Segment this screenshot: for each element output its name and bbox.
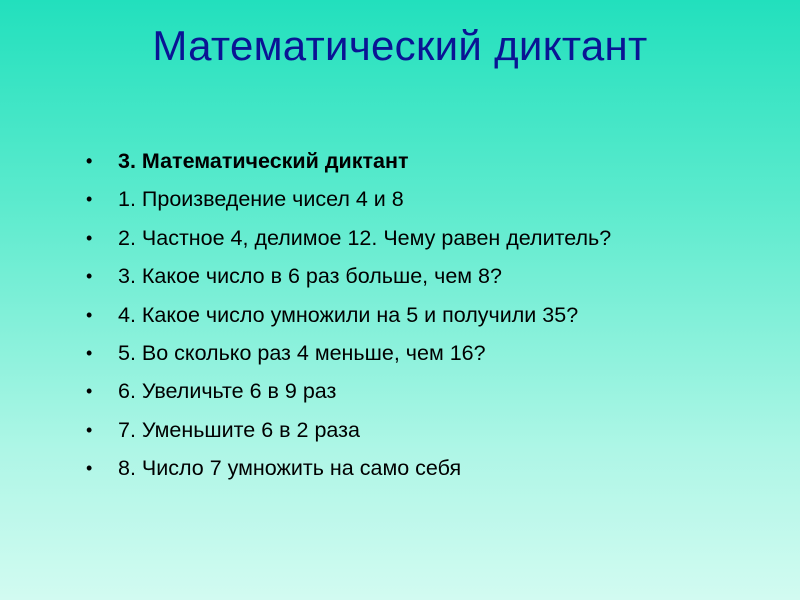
list-item-text: 3. Какое число в 6 раз больше, чем 8? — [118, 264, 502, 289]
list-item — [86, 334, 611, 372]
bullet-icon: • — [86, 458, 93, 479]
list-item-text: 6. Увеличьте 6 в 9 раз — [118, 379, 337, 404]
list-item-text: 8. Число 7 умножить на само себя — [118, 456, 462, 481]
list-item-text: 4. Какое число умножили на 5 и получили 35? — [118, 302, 579, 327]
list-item — [86, 257, 611, 295]
list-item — [86, 219, 611, 257]
task-list — [86, 142, 611, 488]
list-item-text: 3. Математический диктант — [118, 149, 409, 173]
list-item — [86, 142, 611, 180]
bullet-icon: • — [86, 419, 93, 440]
list-item — [86, 411, 611, 449]
list-item — [86, 372, 611, 410]
bullet-icon: • — [86, 266, 93, 287]
bullet-icon: • — [86, 189, 93, 210]
slide-title: Математический диктант — [152, 22, 648, 69]
list-item-text: 5. Во сколько раз 4 меньше, чем 16? — [118, 340, 486, 365]
list-item-text: 1. Произведение чисел 4 и 8 — [118, 187, 404, 212]
bullet-icon: • — [86, 227, 93, 248]
bullet-icon: • — [86, 381, 93, 402]
list-item-text: 7. Уменьшите 6 в 2 раза — [118, 417, 360, 442]
list-item — [86, 296, 611, 334]
list-item — [86, 449, 611, 487]
bullet-icon: • — [86, 304, 93, 325]
list-item — [86, 180, 611, 218]
list-item-text: 2. Частное 4, делимое 12. Чему равен делитель? — [118, 225, 612, 250]
bullet-icon: • — [86, 151, 93, 171]
bullet-icon: • — [86, 342, 93, 363]
